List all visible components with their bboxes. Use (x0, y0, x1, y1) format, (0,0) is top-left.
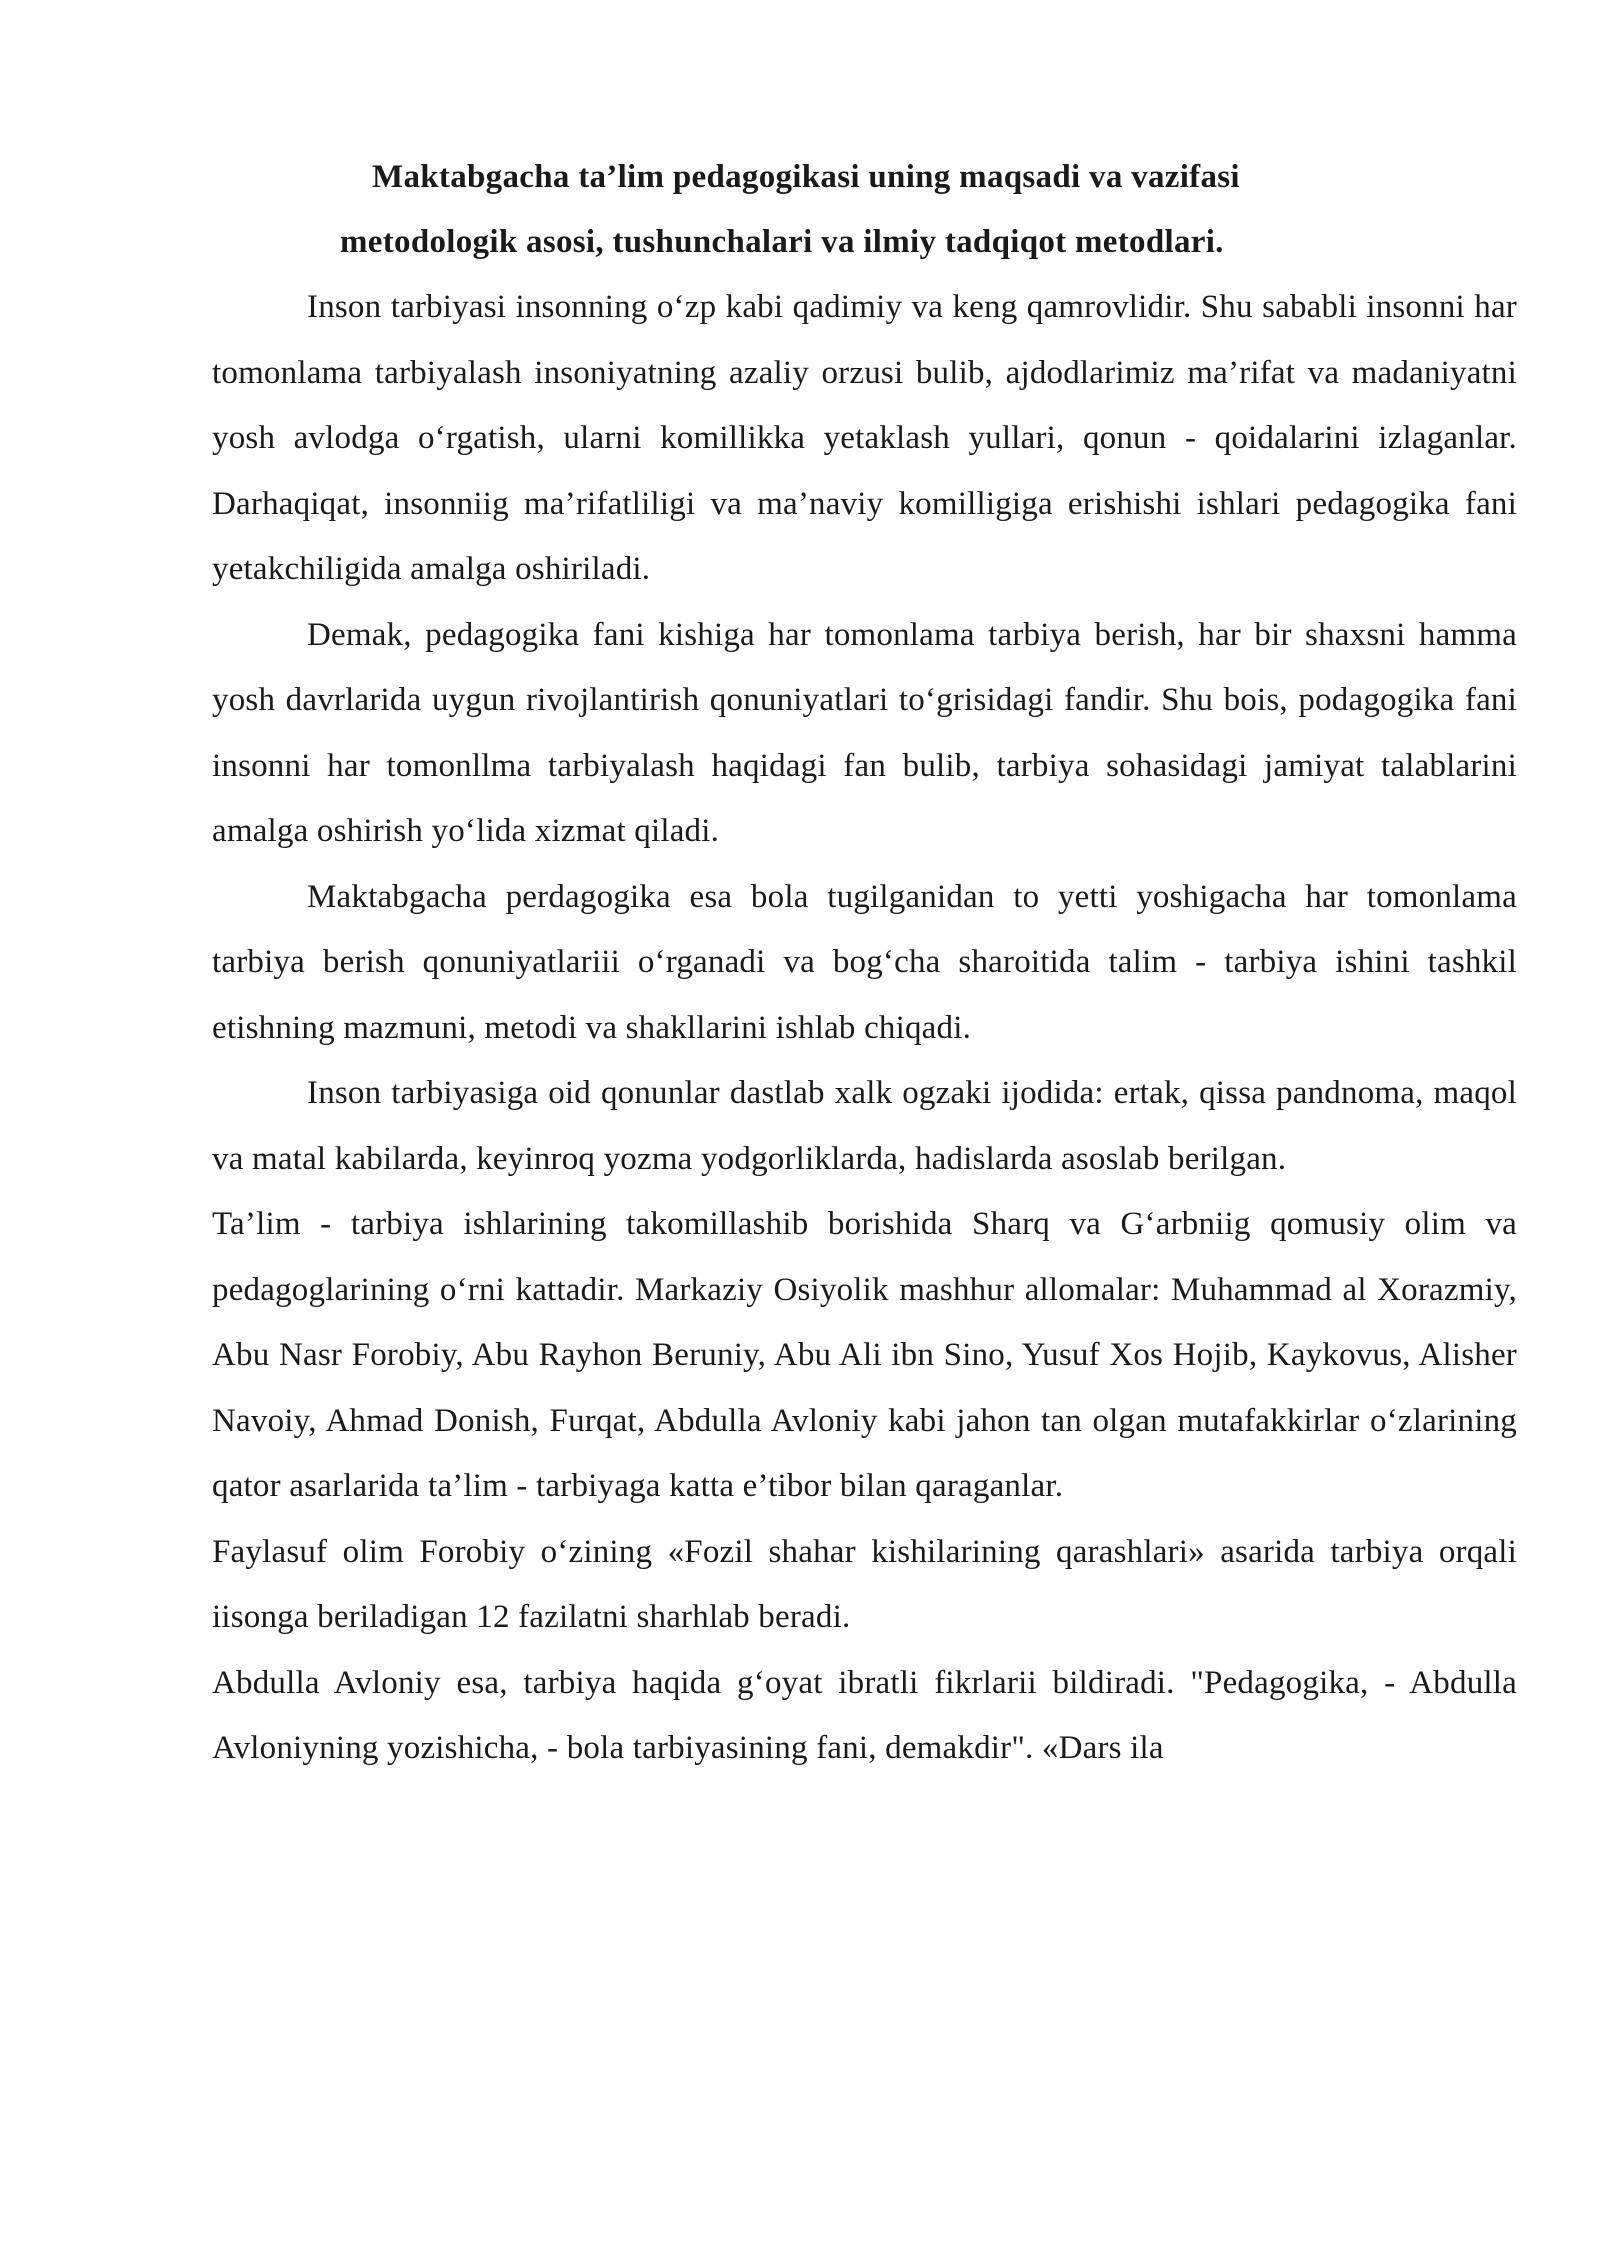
paragraph-2: Demak, pedagogika fani kishiga har tomonlama tarbiya berish, har bir shaxsni hamma yosh davrlarida uygun rivojlantirish qonuniyatlari to‘grisidagi fandir. Shu bois, podagogika fani insonni har tomonllma tarbiyalash haqidagi fan bulib, tarbiya sohasidagi jamiyat talablarini amalga oshirish yo‘lida xizmat qiladi. (212, 616, 1517, 849)
paragraph-6: Faylasuf olim Forobiy o‘zining «Fozil shahar kishilarining qarashlari» asarida tarbiya orqali iisonga beriladigan 12 fazilatni sharhlab beradi. (212, 1533, 1517, 1635)
paragraph-1: Inson tarbiyasi insonning o‘zp kabi qadimiy va keng qamrovlidir. Shu sababli insonni har tomonlama tarbiyalash insoniyatning azaliy orzusi bulib, ajdodlarimiz ma’rifat va madaniyatni yosh avlodga o‘rgatish, ularni komillikka yetaklash yullari, qonun - qoidalarini izlaganlar. Darhaqiqat, insonniig ma’rifatliligi va ma’naviy komilligiga erishishi ishlari pedagogika fani yetakchiligida amalga oshiriladi. (212, 289, 1517, 587)
document-title-line-2: metodologik asosi, tushunchalari va ilmiy tadqiqot metodlari. (340, 224, 1224, 260)
paragraph-4: Inson tarbiyasiga oid qonunlar dastlab xalk ogzaki ijodida: ertak, qissa pandnoma, maqol va matal kabilarda, keyinroq yozma yodgorliklarda, hadislarda asoslab berilgan. (212, 1075, 1517, 1177)
document-title-line-1: Maktabgacha ta’lim pedagogikasi uning maqsadi va vazifasi (372, 159, 1240, 195)
paragraph-3: Maktabgacha perdagogika esa bola tugilganidan to yetti yoshigacha har tomonlama tarbiya berish qonuniyatlariii o‘rganadi va bog‘cha sharoitida talim - tarbiya ishini tashkil etishning mazmuni, metodi va shakllarini ishlab chiqadi. (212, 878, 1517, 1046)
paragraph-7: Abdulla Avloniy esa, tarbiya haqida g‘oyat ibratli fikrlarii bildiradi. "Pedagogika, - Abdulla Avloniyning yozishicha, - bola tarbiyasining fani, demakdir". «Dars ila (212, 1664, 1517, 1766)
paragraph-5: Ta’lim - tarbiya ishlarining takomillashib borishida Sharq va G‘arbniig qomusiy olim va pedagoglarining o‘rni kattadir. Markaziy Osiyolik mashhur allomalar: Muhammad al Xorazmiy, Abu Nasr Forobiy, Abu Rayhon Beruniy, Abu Ali ibn Sino, Yusuf Xos Hojib, Kaykovus, Alisher Navoiy, Ahmad Donish, Furqat, Abdulla Avloniy kabi jahon tan olgan mutafakkirlar o‘zlarining qator asarlarida ta’lim - tarbiyaga katta e’tibor bilan qaraganlar. (212, 1206, 1517, 1504)
document-body (212, 145, 1517, 1782)
